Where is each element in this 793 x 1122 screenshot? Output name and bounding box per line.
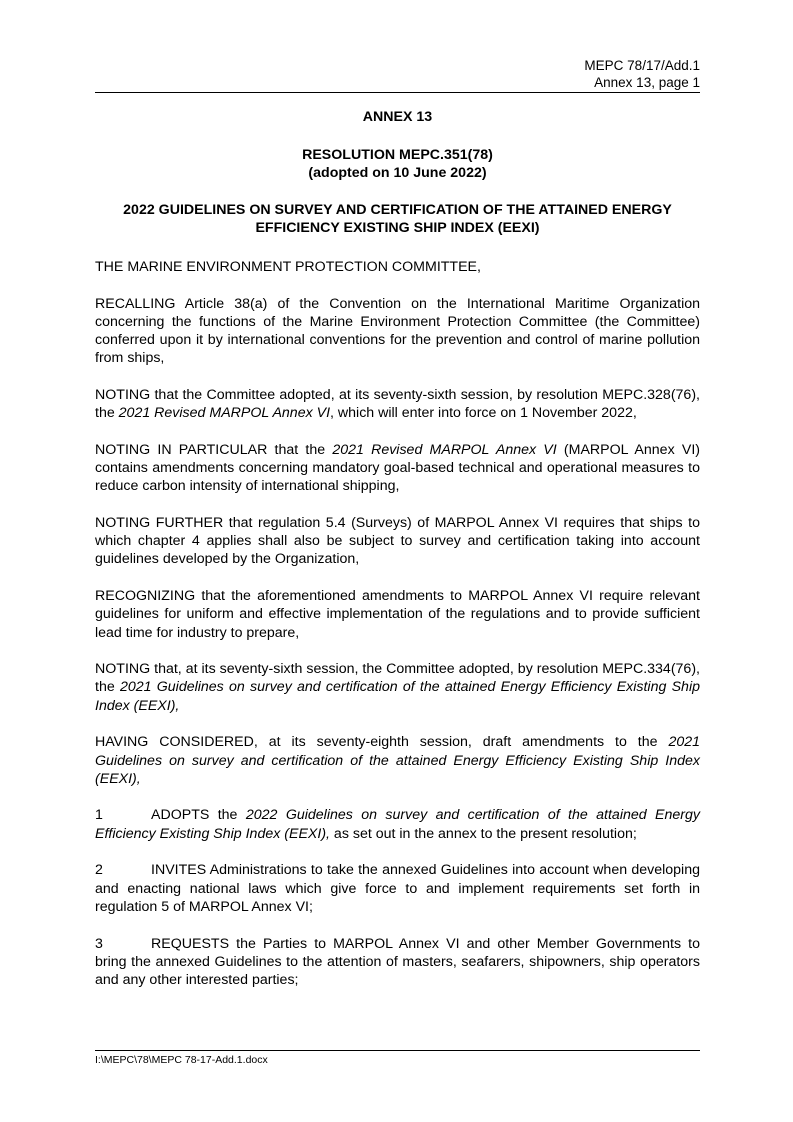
noting-text-start: NOTING that the Committee adopted, at its seventy-sixth session, by resolution MEPC.328(76), the — [95, 387, 700, 422]
paragraph-number-3: 3 — [95, 935, 103, 952]
noting-mepc334-paragraph — [95, 660, 700, 715]
noting-in-particular-end: (MARPOL Annex VI) contains amendments concerning mandatory goal-based technical and operational measures to reduce carbon intensity of international shipping, — [95, 441, 700, 495]
invites-text: INVITES Administrations to take the annexed Guidelines into account when developing and enacting national laws which give force to and implement requirements set forth in regulation 5 of MARPOL Annex VI; — [95, 862, 700, 915]
guidelines-title-line-1: 2022 GUIDELINES ON SURVEY AND CERTIFICATION OF THE ATTAINED ENERGY — [123, 201, 672, 218]
page-header — [95, 57, 700, 91]
requests-text: REQUESTS the Parties to MARPOL Annex VI and other Member Governments to bring the annexed Guidelines to the attention of masters, seafarers, shipowners, ship operators and any other interested parties; — [95, 935, 700, 988]
paragraph-number-1: 1 — [95, 807, 103, 824]
adopts-text-end: as set out in the annex to the present resolution; — [329, 825, 637, 842]
noting-further-paragraph: NOTING FURTHER that regulation 5.4 (Surveys) of MARPOL Annex VI requires that ships to which chapter 4 applies shall also be subject to survey and certification taking into account guidelines developed by the Organization, — [95, 515, 700, 568]
annex-title: ANNEX 13 — [362, 109, 433, 125]
noting-in-particular-start: NOTING IN PARTICULAR that the — [95, 441, 333, 458]
guidelines-title — [95, 201, 700, 237]
doc-reference: MEPC 78/17/Add.1 — [584, 58, 700, 73]
operative-paragraph-2 — [95, 861, 700, 916]
noting-paragraph — [95, 386, 700, 422]
adoption-date: (adopted on 10 June 2022) — [308, 165, 487, 182]
adopts-text-start: ADOPTS the — [151, 807, 246, 824]
footer-divider — [95, 1050, 700, 1051]
having-considered-start: HAVING CONSIDERED, at its seventy-eighth session, draft amendments to the — [95, 734, 669, 751]
guidelines-title-line-2: EFFICIENCY EXISTING SHIP INDEX (EEXI) — [255, 219, 540, 236]
noting-text-end: , which will enter into force on 1 November 2022, — [330, 405, 637, 422]
recognizing-paragraph: RECOGNIZING that the aforementioned amendments to MARPOL Annex VI require relevant guidelines for uniform and effective implementation of the regulations and to provide sufficient lead time for industry to prepare, — [95, 588, 700, 641]
footer-file-path: I:\MEPC\78\MEPC 78-17-Add.1.docx — [95, 1054, 268, 1066]
committee-line: THE MARINE ENVIRONMENT PROTECTION COMMITTEE, — [95, 259, 481, 276]
noting-in-particular-italic: 2021 Revised MARPOL Annex VI — [332, 441, 557, 458]
noting-italic-title: 2021 Revised MARPOL Annex VI — [118, 405, 331, 422]
having-considered-italic: 2021 Guidelines on survey and certification of the attained Energy Efficiency Existing Ship Index (EEXI), — [95, 734, 700, 787]
adopts-italic-title: 2022 Guidelines on survey and certification of the attained Energy Efficiency Existing Ship Index (EEXI), — [95, 807, 700, 842]
document-body — [95, 108, 700, 1008]
document-page — [95, 0, 700, 1122]
resolution-heading — [95, 146, 700, 182]
recalling-paragraph: RECALLING Article 38(a) of the Convention on the International Maritime Organization concerning the functions of the Marine Environment Protection Committee (the Committee) conferred upon it by international conventions for the prevention and control of marine pollution from ships, — [95, 295, 700, 367]
noting-in-particular-paragraph — [95, 441, 700, 496]
operative-paragraph-1 — [95, 806, 700, 842]
noting-mepc334-start: NOTING that, at its seventy-sixth session, the Committee adopted, by resolution MEPC.334(76), the — [95, 661, 700, 696]
paragraph-number-2: 2 — [95, 862, 103, 879]
resolution-number: RESOLUTION MEPC.351(78) — [302, 147, 493, 164]
noting-mepc334-italic: 2021 Guidelines on survey and certification of the attained Energy Efficiency Existing Ship Index (EEXI), — [95, 679, 700, 714]
operative-paragraph-3 — [95, 935, 700, 990]
page-reference: Annex 13, page 1 — [594, 75, 700, 90]
having-considered-paragraph — [95, 733, 700, 788]
header-divider — [95, 92, 700, 93]
